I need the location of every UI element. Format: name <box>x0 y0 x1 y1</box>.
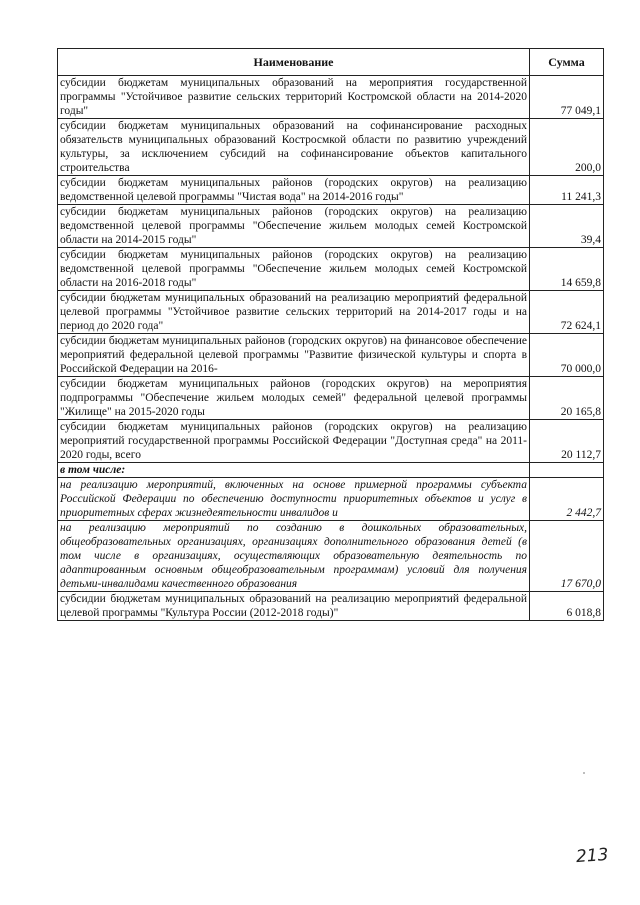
scan-speck <box>583 772 585 774</box>
row-name: субсидии бюджетам муниципальных образований на софинансирование расходных обязательств муниципальных образований Костросмкой области по развитию учреждений культуры, за исключением субсидий на софинансирование объектов капитального строительства <box>58 119 530 176</box>
table-row <box>58 592 604 621</box>
row-name: субсидии бюджетам муниципальных образований на мероприятия государственной программы "Устойчивое развитие сельских территорий Костромской области на 2014-2020 годы" <box>58 76 530 119</box>
table-row <box>58 76 604 119</box>
row-sum: 14 659,8 <box>530 248 604 291</box>
table-row <box>58 420 604 463</box>
table-row <box>58 248 604 291</box>
row-sum: 70 000,0 <box>530 334 604 377</box>
header-name: Наименование <box>58 49 530 76</box>
row-name: субсидии бюджетам муниципальных районов (городских округов) на реализацию ведомственной целевой программы "Обеспечение жильем молодых семей Костромской области на 2014-2015 годы" <box>58 205 530 248</box>
row-sum: 20 165,8 <box>530 377 604 420</box>
row-sum: 77 049,1 <box>530 76 604 119</box>
table-row <box>58 521 604 592</box>
table-header-row <box>58 49 604 76</box>
table-row <box>58 334 604 377</box>
row-name: субсидии бюджетам муниципальных районов (городских округов) на реализацию ведомственной целевой программы "Чистая вода" на 2014-2016 годы" <box>58 176 530 205</box>
row-name: в том числе: <box>58 463 530 478</box>
row-sum: 72 624,1 <box>530 291 604 334</box>
row-sum <box>530 463 604 478</box>
table-row <box>58 478 604 521</box>
table-row <box>58 377 604 420</box>
row-sum: 11 241,3 <box>530 176 604 205</box>
table-row-subheader <box>58 463 604 478</box>
table-row <box>58 291 604 334</box>
row-name: на реализацию мероприятий, включенных на основе примерной программы субъекта Российской Федерации по обеспечению доступности приоритетных объектов и услуг в приоритетных сферах жизнедеятельности инвалидов и <box>58 478 530 521</box>
page-number: 213 <box>575 844 610 868</box>
table-row <box>58 205 604 248</box>
header-sum: Сумма <box>530 49 604 76</box>
row-name: субсидии бюджетам муниципальных районов (городских округов) на мероприятия подпрограммы "Обеспечение жильем молодых семей" федеральной целевой программы "Жилище" на 2015-2020 годы <box>58 377 530 420</box>
row-name: субсидии бюджетам муниципальных образований на реализацию мероприятий федеральной целевой программы "Устойчивое развитие сельских территорий на 2014-2017 годы и на период до 2020 года" <box>58 291 530 334</box>
table-body <box>58 76 604 621</box>
row-name: на реализацию мероприятий по созданию в дошкольных образовательных, общеобразовательных организациях, организациях дополнительного образования детей (в том числе в организациях, осуществляющих образовательную деятельность по адаптированным основным общеобразовательным программам) условий для получения детьми-инвалидами качественного образования <box>58 521 530 592</box>
row-sum: 20 112,7 <box>530 420 604 463</box>
row-name: субсидии бюджетам муниципальных образований на реализацию мероприятий федеральной целевой программы "Культура России (2012-2018 годы)" <box>58 592 530 621</box>
row-sum: 6 018,8 <box>530 592 604 621</box>
row-name: субсидии бюджетам муниципальных районов (городских округов) на реализацию ведомственной целевой программы "Обеспечение жильем молодых семей Костромской области на 2016-2018 годы" <box>58 248 530 291</box>
table-row <box>58 119 604 176</box>
budget-table <box>57 48 604 621</box>
row-sum: 200,0 <box>530 119 604 176</box>
row-name: субсидии бюджетам муниципальных районов (городских округов) на реализацию мероприятий государственной программы Российской Федерации "Доступная среда" на 2011-2020 годы, всего <box>58 420 530 463</box>
row-name: субсидии бюджетам муниципальных районов (городских округов) на финансовое обеспечение мероприятий федеральной целевой программы "Развитие физической культуры и спорта в Российской Федерации на 2016- <box>58 334 530 377</box>
table-row <box>58 176 604 205</box>
row-sum: 2 442,7 <box>530 478 604 521</box>
row-sum: 17 670,0 <box>530 521 604 592</box>
row-sum: 39,4 <box>530 205 604 248</box>
